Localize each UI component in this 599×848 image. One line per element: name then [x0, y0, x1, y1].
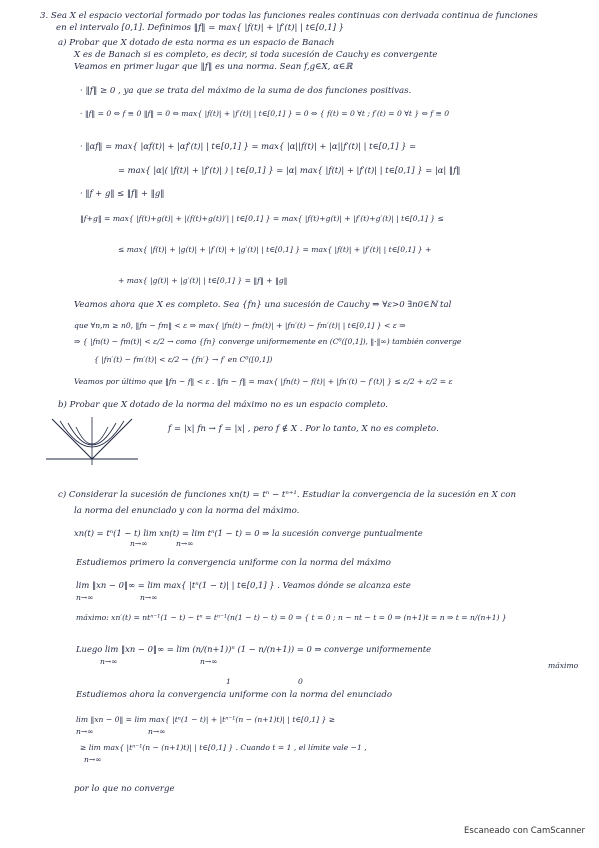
limit-subscript: n→∞	[130, 539, 148, 548]
maximo-label: máximo	[548, 661, 579, 670]
text-line: Estudiemos primero la convergencia uniforme con la norma del máximo	[76, 558, 391, 568]
limit-subscript: n→∞	[200, 657, 218, 666]
math-line: · ‖f + g‖ ≤ ‖f‖ + ‖g‖	[80, 188, 165, 198]
text-line: Veamos por último que ‖fn − f‖ < ε . ‖fn − f‖ = max{ |fn(t) − f(t)| + |fn′(t) − f′(t)| } ≤ ε/2 + ε/2 = ε	[74, 377, 453, 386]
limit-subscript: n→∞	[76, 593, 94, 602]
math-line: ≤ max{ |f(t)| + |g(t)| + |f′(t)| + |g′(t)| | t∈[0,1] } = max{ |f(t)| + |f′(t)| | t∈[0,1] } +	[118, 245, 432, 254]
text-line: por lo que no converge	[74, 784, 175, 794]
text-line: { |fn′(t) − fm′(t)| < ε/2 → {fn′} → f′ en C⁰([0,1])	[94, 355, 273, 364]
text-line: f = |x| fn → f = |x| , pero f ∉ X . Por lo tanto, X no es completo.	[168, 424, 439, 434]
math-line: máximo: xn′(t) = ntⁿ⁻¹(1 − t) − tⁿ = tⁿ⁻¹(n(1 − t) − t) = 0 ⇒ { t = 0 ; n − nt − t = 0 ⇒ (n+1)t = n ⇒ t = n/(n+1) }	[76, 613, 507, 622]
part-b-heading: b) Probar que X dotado de la norma del máximo no es un espacio completo.	[58, 400, 388, 410]
math-line: lim ‖xn − 0‖ = lim max{ |tⁿ(1 − t)| + |tⁿ⁻¹(n − (n+1)t)| | t∈[0,1] } ≥	[76, 715, 336, 724]
limit-subscript: n→∞	[140, 593, 158, 602]
part-a-heading: a) Probar que X dotado de esta norma es un espacio de Banach	[58, 38, 335, 48]
math-line: ‖f+g‖ = max{ |f(t)+g(t)| + |(f(t)+g(t))′| | t∈[0,1] } = max{ |f(t)+g(t)| + |f′(t)+g′(t)| | t∈[0,1] } ≤	[80, 214, 444, 223]
text-line: que ∀n,m ≥ n0, ‖fn − fm‖ < ε ⇒ max{ |fn(t) − fm(t)| + |fn′(t) − fm′(t)| | t∈[0,1] } < ε ⇒	[74, 321, 406, 330]
text-line: Veamos en primer lugar que ‖f‖ es una norma. Sean f,g∈X, α∈ℝ	[74, 62, 353, 72]
part-c-heading: c) Considerar la sucesión de funciones xn(t) = tⁿ − tⁿ⁺¹. Estudiar la convergencia de la sucesión en X con	[58, 490, 516, 500]
text-line: Veamos ahora que X es completo. Sea {fn} una sucesión de Cauchy ⇒ ∀ε>0 ∃n0∈ℕ tal	[74, 300, 452, 310]
limit-subscript: n→∞	[76, 727, 94, 736]
absolute-value-sketch	[42, 413, 142, 468]
pointer-label: 0	[298, 677, 303, 686]
pointer-label: 1	[226, 677, 231, 686]
math-line: lim ‖xn − 0‖∞ = lim max{ |tⁿ(1 − t)| | t∈[0,1] } . Veamos dónde se alcanza este	[76, 580, 411, 590]
text-line: la norma del enunciado y con la norma del máximo.	[74, 506, 300, 516]
math-line: + max{ |g(t)| + |g′(t)| | t∈[0,1] } = ‖f‖ + ‖g‖	[118, 276, 288, 285]
math-line: = max{ |α|( |f(t)| + |f′(t)| ) | t∈[0,1] } = |α| max{ |f(t)| + |f′(t)| | t∈[0,1] } = |α| ‖f‖	[118, 165, 461, 175]
limit-subscript: n→∞	[84, 755, 102, 764]
math-line: ≥ lim max{ |tⁿ⁻¹(n − (n+1)t)| | t∈[0,1] } . Cuando t = 1 , el límite vale −1 ,	[80, 743, 367, 752]
math-line: Luego lim ‖xn − 0‖∞ = lim (n/(n+1))ⁿ (1 − n/(n+1)) = 0 ⇒ converge uniformemente	[76, 644, 432, 654]
text-line: ⇒ { |fn(t) − fm(t)| < ε/2 → como {fn} converge uniformemente en (C⁰([0,1]), ‖·‖∞) también converge	[74, 337, 462, 346]
scanner-watermark: Escaneado con CamScanner	[464, 826, 585, 836]
math-line: xn(t) = tⁿ(1 − t) lim xn(t) = lim tⁿ(1 − t) = 0 ⇒ la sucesión converge puntualmente	[74, 528, 423, 538]
math-line: · ‖f‖ = 0 ⇔ f ≡ 0 ‖f‖ = 0 ⇔ max{ |f(t)| + |f′(t)| | t∈[0,1] } = 0 ⇔ { f(t) = 0 ∀t ; f′(t) = 0 ∀t } ⇔ f ≡ 0	[80, 109, 450, 118]
text-line: X es de Banach si es completo, es decir, si toda sucesión de Cauchy es convergente	[74, 50, 438, 60]
problem-statement-line: en el intervalo [0,1]. Definimos ‖f‖ = max{ |f(t)| + |f′(t)| | t∈[0,1] }	[56, 23, 345, 33]
math-line: · ‖αf‖ = max{ |αf(t)| + |αf′(t)| | t∈[0,1] } = max{ |α||f(t)| + |α||f′(t)| | t∈[0,1] } =	[80, 141, 417, 151]
limit-subscript: n→∞	[100, 657, 118, 666]
text-line: · ‖f‖ ≥ 0 , ya que se trata del máximo de la suma de dos funciones positivas.	[80, 86, 412, 96]
limit-subscript: n→∞	[176, 539, 194, 548]
text-line: Estudiemos ahora la convergencia uniforme con la norma del enunciado	[76, 690, 393, 700]
problem-statement-line: 3. Sea X el espacio vectorial formado por todas las funciones reales continuas con derivada continua de funciones	[40, 11, 538, 21]
limit-subscript: n→∞	[148, 727, 166, 736]
